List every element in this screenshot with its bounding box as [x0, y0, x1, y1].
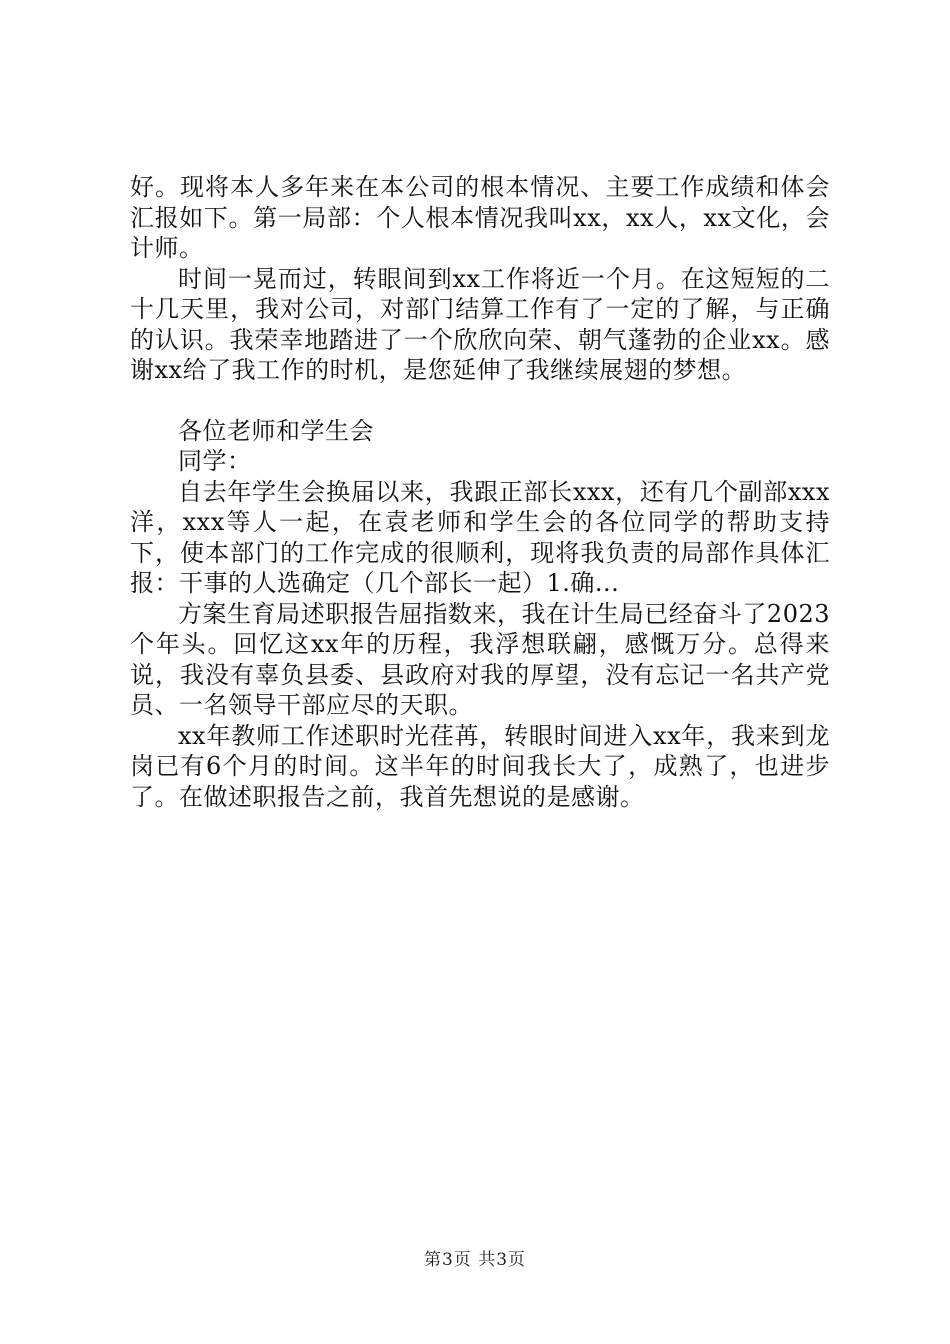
salutation-line-1: 各位老师和学生会 [178, 416, 374, 445]
paragraph-gap [130, 386, 830, 416]
salutation-line-2: 同学： [178, 447, 252, 475]
document-body [130, 172, 830, 812]
paragraph-3: 自去年学生会换届以来，我跟正部长xxx，还有几个副部xxx洋，xxx等人一起，在袁老师和学生会的各位同学的帮助支持下，使本部门的工作完成的很顺利，现将我负责的局部作具体汇报：干事的人选确定（几个部长一起）1.确... [130, 477, 830, 597]
paragraph-2: 时间一晃而过，转眼间到xx工作将近一个月。在这短短的二十几天里，我对公司，对部门结算工作有了一定的了解，与正确的认识。我荣幸地踏进了一个欣欣向荣、朝气蓬勃的企业xx。感谢xx给了我工作的时机，是您延伸了我继续展翅的梦想。 [130, 264, 830, 384]
paragraph-1: 好。现将本人多年来在本公司的根本情况、主要工作成绩和体会汇报如下。第一局部：个人根本情况我叫xx，xx人，xx文化，会计师。 [130, 173, 830, 262]
paragraph-5: xx年教师工作述职时光荏苒，转眼时间进入xx年，我来到龙岗已有6个月的时间。这半年的时间我长大了，成熟了，也进步了。在做述职报告之前，我首先想说的是感谢。 [130, 721, 830, 811]
paragraph-4: 方案生育局述职报告屈指数来，我在计生局已经奋斗了2023个年头。回忆这xx年的历程，我浮想联翩，感慨万分。总得来说，我没有辜负县委、县政府对我的厚望，没有忘记一名共产党员、一名领导干部应尽的天职。 [130, 599, 830, 719]
page-footer: 第3页 共3页 [423, 1250, 527, 1270]
